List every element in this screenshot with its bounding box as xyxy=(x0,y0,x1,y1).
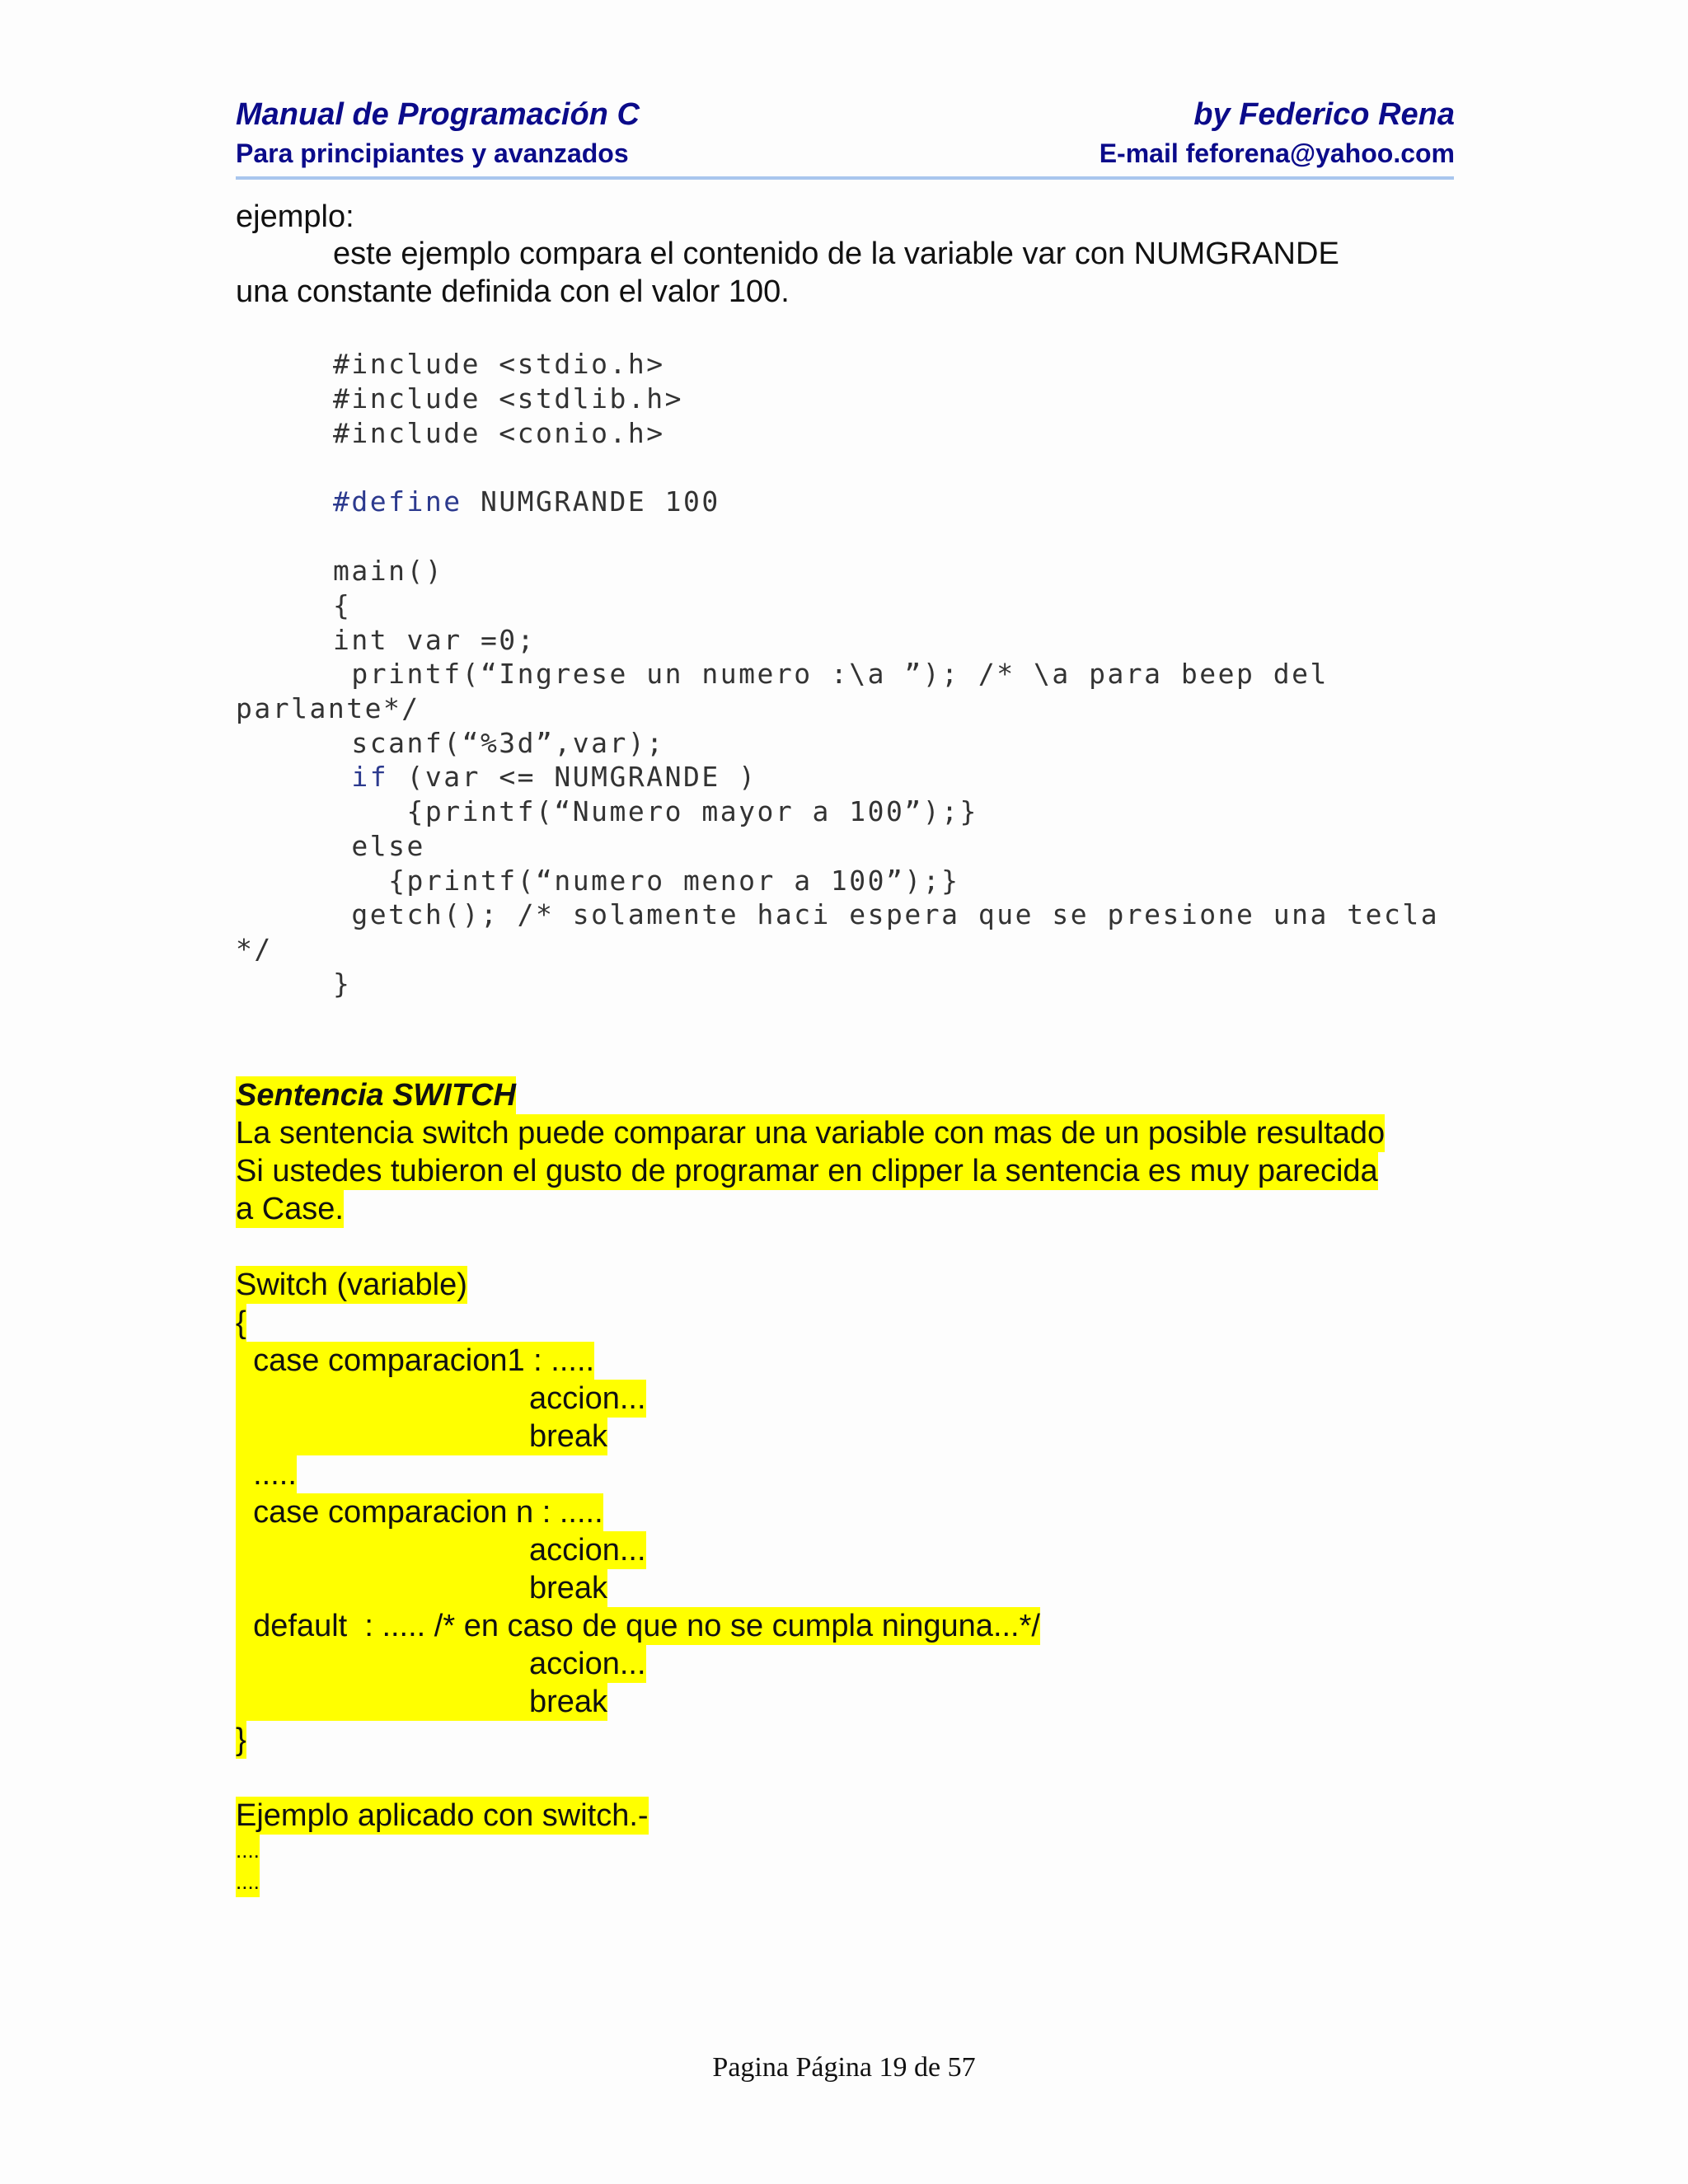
switch-syntax-line: break xyxy=(529,1571,608,1605)
author: by Federico Rena xyxy=(1193,97,1455,132)
switch-syntax-line: } xyxy=(236,1722,246,1757)
code-text: NUMGRANDE 100 xyxy=(462,485,720,518)
example-heading: Ejemplo aplicado con switch.- xyxy=(236,1798,649,1833)
section-paragraph-line: a Case. xyxy=(236,1192,344,1226)
code-line: #include <conio.h> xyxy=(333,417,665,449)
intro-line-2: una constante definida con el valor 100. xyxy=(236,274,790,309)
example-label: ejemplo: xyxy=(236,199,354,234)
highlight-indent xyxy=(236,1380,529,1418)
code-line: } xyxy=(333,968,352,1000)
section-paragraph-line: Si ustedes tubieron el gusto de programar en clipper la sentencia es muy parecida xyxy=(236,1154,1378,1188)
code-line: {printf(“Numero mayor a 100”);} xyxy=(333,795,978,827)
code-text: (var <= NUMGRANDE ) xyxy=(388,761,757,793)
code-line: scanf(“%3d”,var); xyxy=(333,727,665,759)
highlight-indent xyxy=(236,1418,529,1455)
section-paragraph-line: La sentencia switch puede comparar una variable con mas de un posible resultado xyxy=(236,1116,1386,1151)
switch-syntax-line: default : ..... /* en caso de que no se cumpla ninguna...*/ xyxy=(236,1609,1040,1643)
code-line: #include <stdio.h> xyxy=(333,348,665,380)
code-line: {printf(“numero menor a 100”);} xyxy=(333,865,960,897)
code-line: { xyxy=(333,589,352,621)
switch-syntax-line: accion... xyxy=(529,1533,646,1568)
document-title: Manual de Programación C xyxy=(236,97,640,132)
switch-syntax-line: break xyxy=(529,1419,608,1454)
switch-syntax-line: Switch (variable) xyxy=(236,1268,467,1302)
switch-syntax-line: accion... xyxy=(529,1381,646,1416)
code-keyword: #define xyxy=(333,485,462,518)
ellipsis-line: .... xyxy=(236,1835,260,1866)
code-line: main() xyxy=(333,555,444,587)
highlight-indent xyxy=(236,1683,529,1721)
ellipsis-line: .... xyxy=(236,1866,260,1897)
code-line: int var =0; xyxy=(333,624,537,656)
switch-syntax-line: ..... xyxy=(236,1457,297,1492)
code-line: else xyxy=(333,830,425,862)
code-line: getch(); /* solamente haci espera que se presione una tecla xyxy=(333,898,1440,930)
section-title: Sentencia SWITCH xyxy=(236,1078,516,1113)
code-keyword: if xyxy=(333,761,389,793)
switch-syntax-line: case comparacion n : ..... xyxy=(236,1495,603,1530)
code-line: */ xyxy=(236,933,273,965)
page-number: Pagina Página 19 de 57 xyxy=(712,2052,976,2083)
code-line: printf(“Ingrese un numero :\a ”); /* \a para beep del xyxy=(333,658,1329,690)
document-subtitle: Para principiantes y avanzados xyxy=(236,138,629,168)
author-email: E-mail feforena@yahoo.com xyxy=(1099,138,1455,168)
header-divider xyxy=(236,176,1454,180)
switch-syntax-line: case comparacion1 : ..... xyxy=(236,1343,595,1378)
code-line xyxy=(333,485,720,518)
switch-syntax-line: break xyxy=(529,1685,608,1719)
highlight-indent xyxy=(236,1645,529,1683)
code-line xyxy=(333,761,757,793)
highlight-indent xyxy=(236,1531,529,1569)
code-line: #include <stdlib.h> xyxy=(333,382,683,415)
code-line: parlante*/ xyxy=(236,692,420,724)
highlight-indent xyxy=(236,1569,529,1607)
switch-syntax-line: accion... xyxy=(529,1647,646,1681)
switch-syntax-line: { xyxy=(236,1305,246,1340)
intro-line-1: este ejemplo compara el contenido de la variable var con NUMGRANDE xyxy=(333,237,1339,271)
